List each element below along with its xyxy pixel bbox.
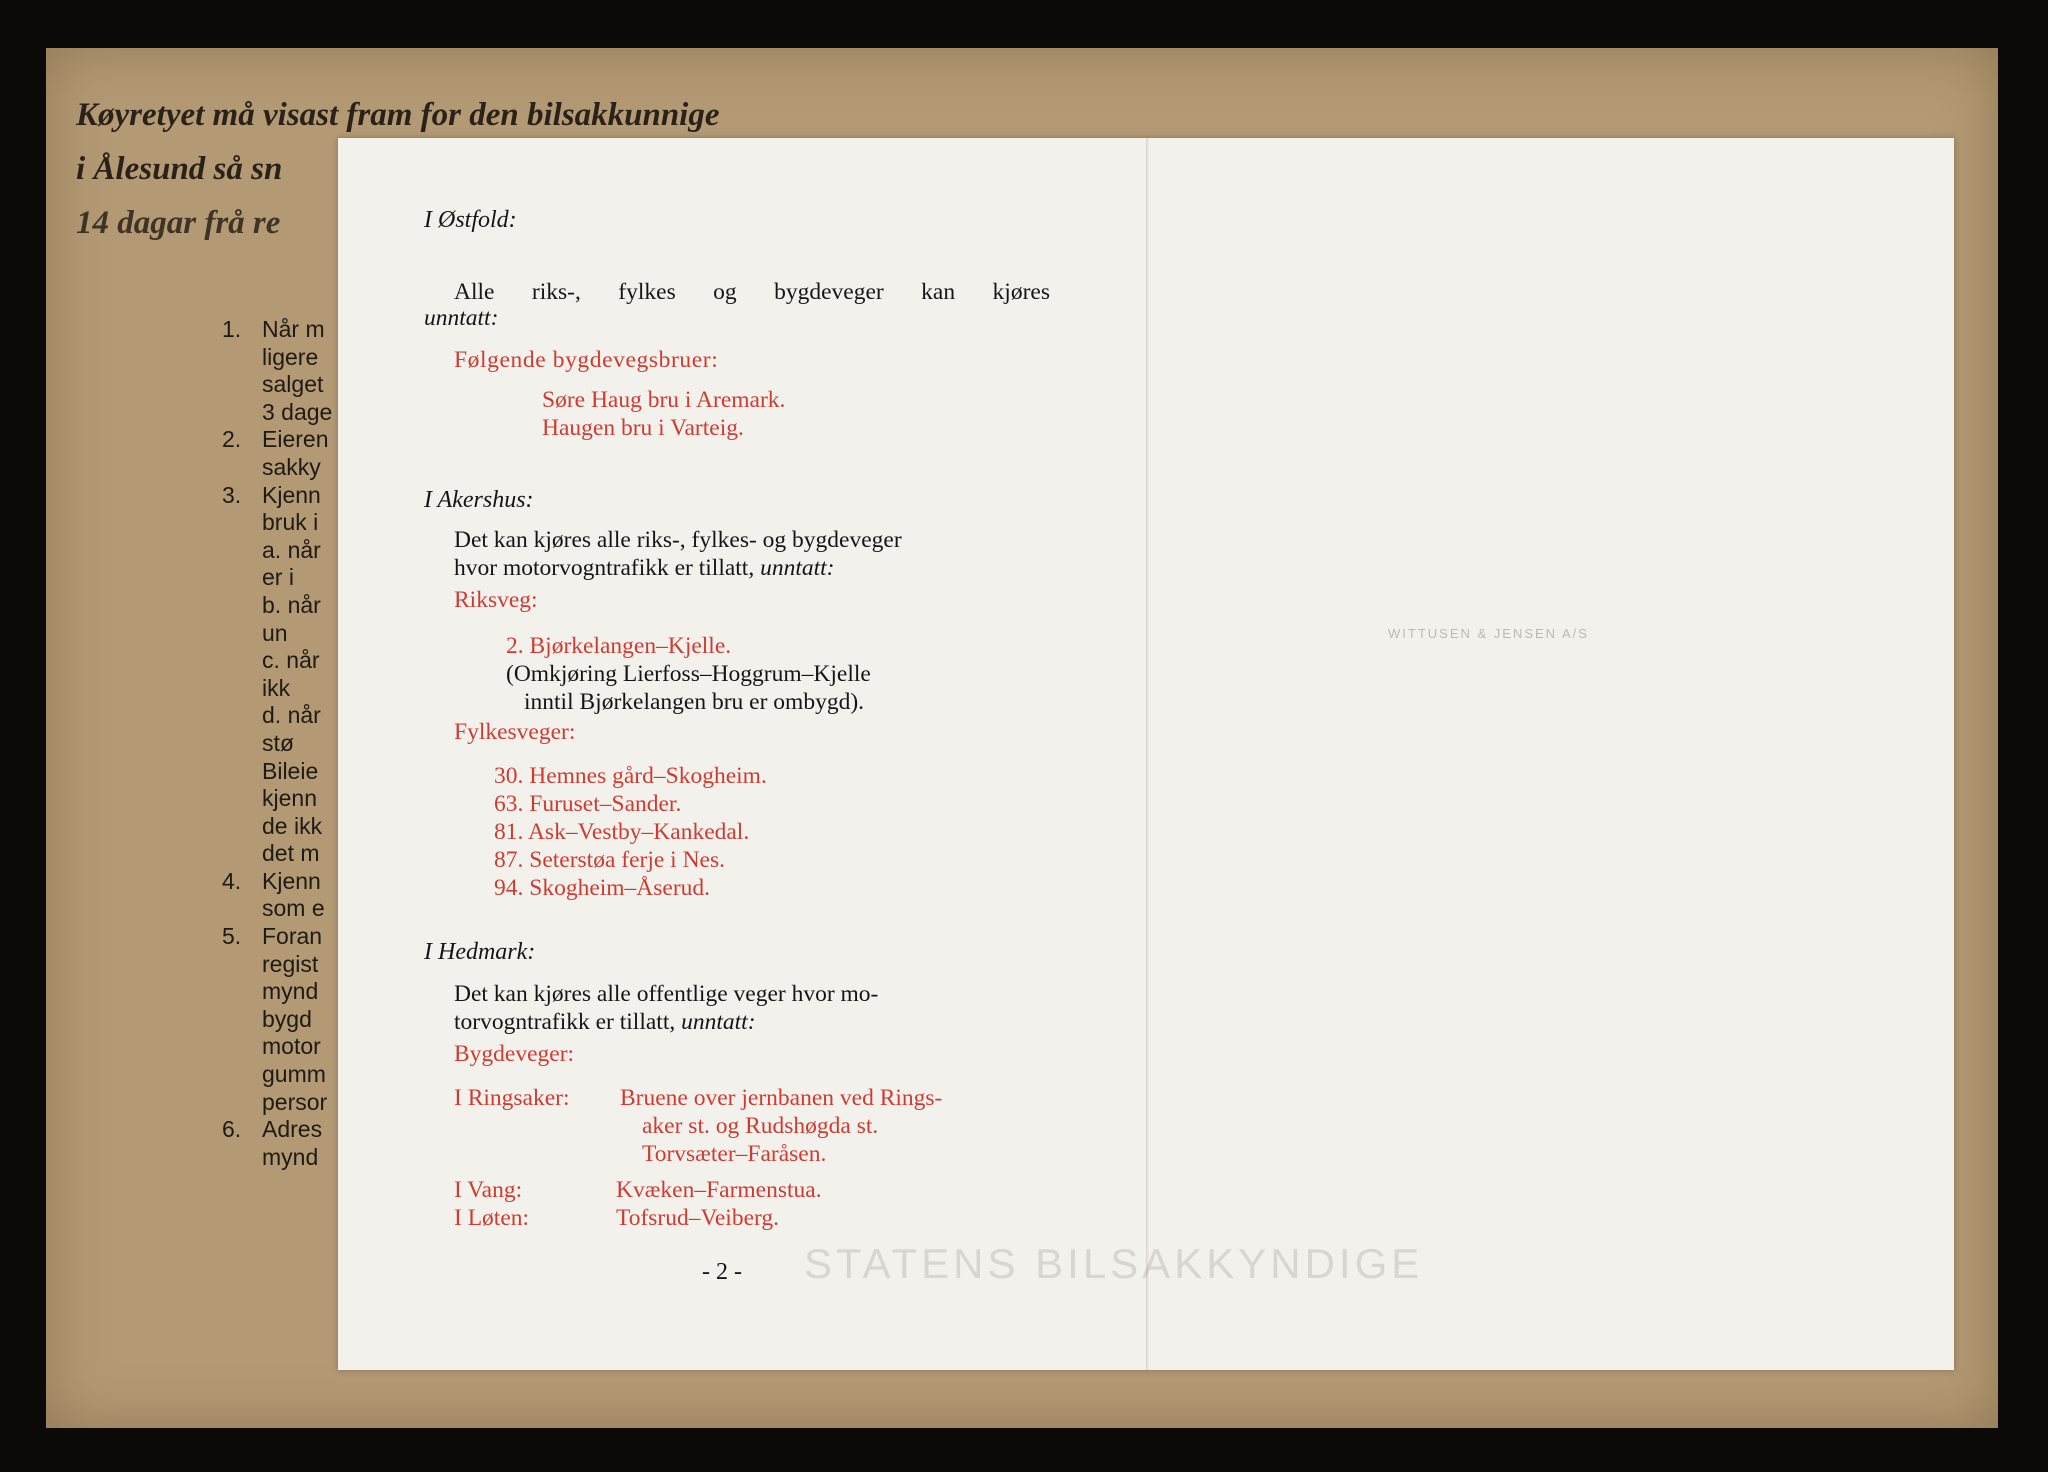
list-text: Bileie <box>262 757 319 784</box>
list-number <box>222 785 262 813</box>
list-text: som e <box>262 895 325 922</box>
ostfold-intro-line-2: unntatt: <box>424 305 499 331</box>
page-number: - 2 - <box>702 1259 742 1285</box>
list-number: 4. <box>222 867 242 894</box>
ostfold-intro-line-1 <box>454 278 1050 306</box>
list-number <box>222 813 262 841</box>
list-text: 3 dage <box>262 398 333 425</box>
list-number: 2. <box>222 426 242 453</box>
list-text: Kjenn <box>262 481 321 508</box>
list-number <box>222 895 262 923</box>
fylkesveg-item: 94. Skogheim–Åserud. <box>494 875 711 901</box>
section-heading-hedmark: I Hedmark: <box>424 939 536 965</box>
list-text: er i <box>262 564 294 591</box>
list-number <box>222 1144 262 1172</box>
hedmark-intro-line-1: Det kan kjøres alle offentlige veger hvor mo- <box>454 981 879 1007</box>
list-text: gumm <box>262 1061 326 1088</box>
list-number <box>222 454 262 482</box>
fylkesveg-item: 63. Furuset–Sander. <box>494 791 682 817</box>
list-number <box>222 1033 262 1061</box>
list-number: 6. <box>222 1116 242 1143</box>
list-number <box>222 675 262 703</box>
akershus-intro-plain: hvor motorvogntrafikk er tillatt, <box>454 555 755 581</box>
list-text: salget <box>262 371 324 398</box>
vang-label: I Vang: <box>454 1177 523 1203</box>
list-text: a. når <box>262 536 321 563</box>
list-number <box>222 702 262 730</box>
riksveg-note-line-1: (Omkjøring Lierfoss–Hoggrum–Kjelle <box>506 661 871 687</box>
bygdeveger-label: Bygdeveger: <box>454 1041 575 1067</box>
hedmark-intro-plain: torvogntrafikk er tillatt, <box>454 1009 676 1035</box>
list-text: un <box>262 619 288 646</box>
ringsaker-line-3: Torvsæter–Faråsen. <box>642 1141 827 1167</box>
list-number <box>222 730 262 758</box>
list-text: Kjenn <box>262 867 321 894</box>
booklet-fold <box>1146 138 1150 1370</box>
intro-word: kan <box>921 279 956 305</box>
list-text: Når m <box>262 316 325 342</box>
loten-label: I Løten: <box>454 1205 530 1231</box>
brown-heading-line-2: i Ålesund så sn <box>76 151 283 187</box>
intro-word: riks-, <box>531 279 581 305</box>
list-number <box>222 647 262 675</box>
list-number: 1. <box>222 316 242 342</box>
hedmark-intro-italic: unntatt: <box>681 1009 756 1035</box>
vang-value: Kvæken–Farmenstua. <box>616 1177 822 1203</box>
list-text: mynd <box>262 978 319 1005</box>
list-number <box>222 399 262 427</box>
intro-word: bygdeveger <box>774 279 884 305</box>
list-number: 3. <box>222 481 242 508</box>
intro-word: Alle <box>454 279 495 305</box>
list-text: sakky <box>262 453 321 480</box>
intro-word: fylkes <box>618 279 676 305</box>
list-text: ligere <box>262 343 319 370</box>
show-through-stamp: STATENS BILSAKKYNDIGE <box>804 1240 1424 1287</box>
list-number <box>222 537 262 565</box>
white-booklet-sheet <box>338 138 1954 1370</box>
ringsaker-line-1: Bruene over jernbanen ved Rings- <box>620 1085 943 1111</box>
list-text: Adres <box>262 1116 323 1143</box>
list-text: ikk <box>262 674 291 701</box>
ostfold-item: Haugen bru i Varteig. <box>542 415 744 441</box>
ostfold-sub-heading: Følgende bygdevegsbruer: <box>454 347 719 373</box>
list-number <box>222 509 262 537</box>
list-number: 5. <box>222 923 242 950</box>
fylkesveg-item: 81. Ask–Vestby–Kankedal. <box>494 819 750 845</box>
section-heading-ostfold: I Østfold: <box>424 207 517 233</box>
list-text: stø <box>262 729 294 756</box>
list-number <box>222 344 262 372</box>
list-number <box>222 371 262 399</box>
list-number <box>222 1006 262 1034</box>
list-text: regist <box>262 950 319 977</box>
list-text: d. når <box>262 702 321 729</box>
akershus-intro-line-1: Det kan kjøres alle riks-, fylkes- og bygdeveger <box>454 527 902 553</box>
list-text: kjenn <box>262 785 317 812</box>
list-text: Eieren <box>262 426 329 453</box>
list-text: b. når <box>262 591 321 618</box>
intro-word: og <box>713 279 737 305</box>
brown-heading-line-1: Køyretyet må visast fram for den bilsakkunnige <box>76 97 720 133</box>
ringsaker-line-2: aker st. og Rudshøgda st. <box>642 1113 879 1139</box>
riksveg-label: Riksveg: <box>454 587 538 613</box>
section-heading-akershus: I Akershus: <box>424 487 534 513</box>
list-text: de ikk <box>262 812 323 839</box>
show-through-printer-mark: WITTUSEN & JENSEN A/S <box>1388 626 1589 641</box>
list-text: bruk i <box>262 509 319 536</box>
list-text: motor <box>262 1033 321 1060</box>
list-text: det m <box>262 840 320 867</box>
list-text: mynd <box>262 1143 319 1170</box>
loten-value: Tofsrud–Veiberg. <box>616 1205 780 1231</box>
akershus-intro-italic: unntatt: <box>760 555 835 581</box>
hedmark-intro-line-2 <box>454 1008 756 1036</box>
list-number <box>222 978 262 1006</box>
fylkesveger-label: Fylkesveger: <box>454 719 576 745</box>
intro-word: kjøres <box>992 279 1050 305</box>
list-number <box>222 1089 262 1117</box>
akershus-intro-line-2 <box>454 554 835 582</box>
list-text: c. når <box>262 647 320 674</box>
list-number <box>222 758 262 786</box>
fylkesveg-item: 30. Hemnes gård–Skogheim. <box>494 763 767 789</box>
list-number <box>222 951 262 979</box>
brown-heading-line-3: 14 dagar frå re <box>76 205 281 241</box>
list-text: Foran <box>262 923 323 950</box>
riksveg-item: 2. Bjørkelangen–Kjelle. <box>506 633 732 659</box>
list-text: persor <box>262 1088 328 1115</box>
list-text: bygd <box>262 1005 312 1032</box>
ostfold-item: Søre Haug bru i Aremark. <box>542 387 786 413</box>
list-number <box>222 592 262 620</box>
riksveg-note-line-2: inntil Bjørkelangen bru er ombygd). <box>524 689 865 715</box>
ringsaker-label: I Ringsaker: <box>454 1085 570 1111</box>
list-number <box>222 620 262 648</box>
fylkesveg-item: 87. Seterstøa ferje i Nes. <box>494 847 726 873</box>
list-number <box>222 564 262 592</box>
list-number <box>222 840 262 868</box>
list-number <box>222 1061 262 1089</box>
